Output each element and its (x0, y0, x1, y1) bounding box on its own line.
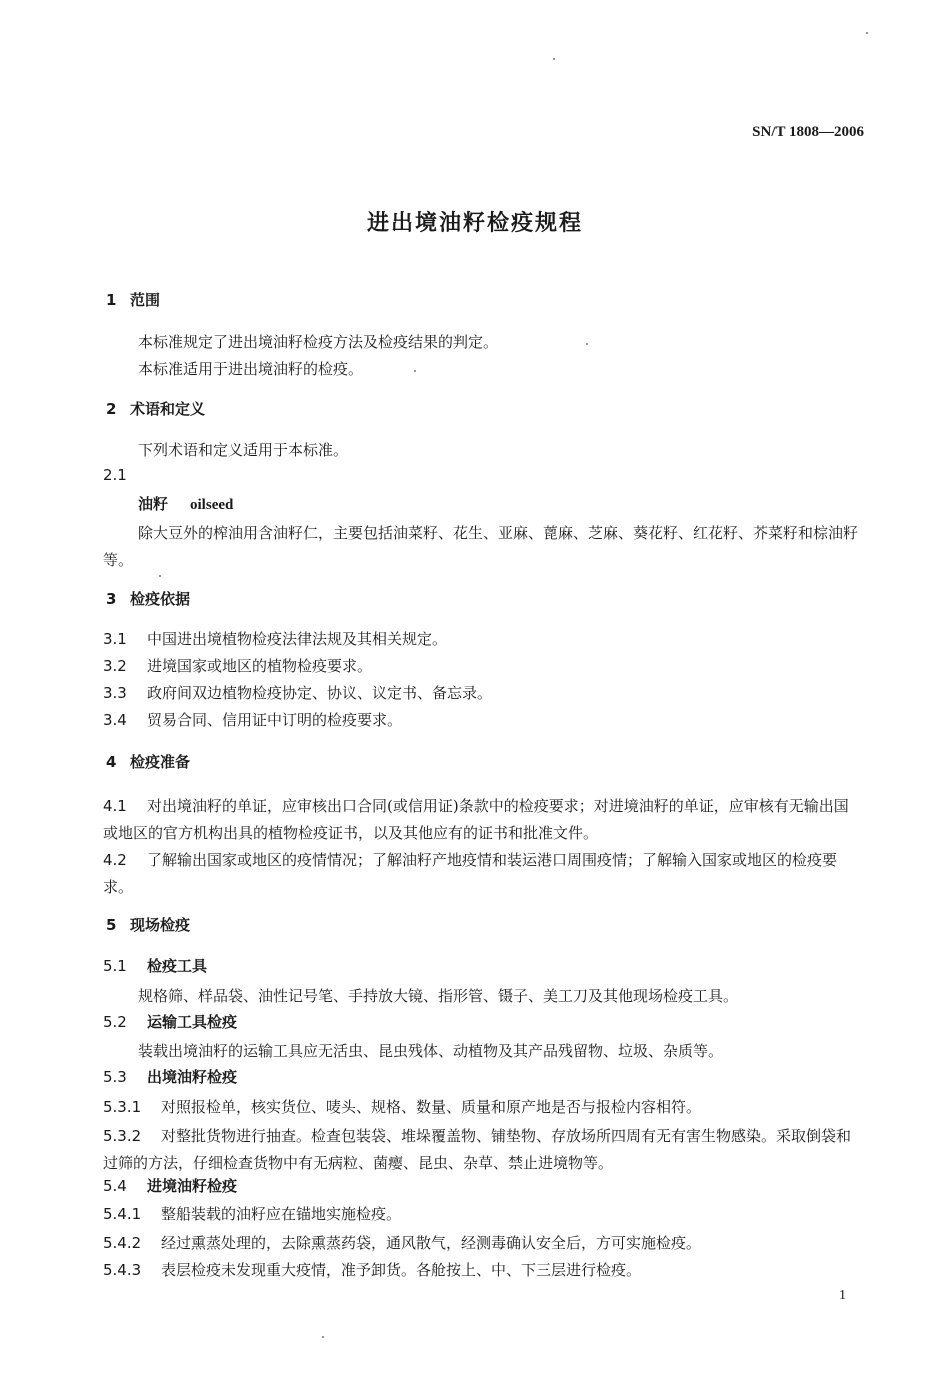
subsection-title: 检疫工具 (147, 957, 208, 975)
clause-number: 5.4.2 (103, 1234, 142, 1252)
clause (103, 709, 402, 730)
section-4-heading (106, 751, 190, 772)
subsection-heading (103, 1175, 237, 1196)
clause-number: 5.4.3 (103, 1261, 142, 1279)
section-number: 5 (106, 916, 117, 934)
clause-text: 表层检疫未发现重大疫情，准予卸货。各舱按上、中、下三层进行检疫。 (161, 1261, 642, 1279)
clause-number: 3.1 (103, 630, 127, 648)
paragraph: 下列术语和定义适用于本标准。 (138, 441, 349, 459)
clause-text: 进境国家或地区的植物检疫要求。 (147, 657, 373, 675)
page-number: 1 (839, 1288, 846, 1303)
subsection-title: 出境油籽检疫 (147, 1068, 238, 1086)
section-2-heading (106, 398, 205, 419)
section-number: 1 (106, 291, 117, 309)
clause-number: 5.3.1 (103, 1098, 142, 1116)
clause-text: 对出境油籽的单证，应审核出口合同(或信用证)条款中的检疫要求；对进境油籽的单证，应审核有无输出国或地区的官方机构出具的植物检疫证书，以及其他应有的证书和批准文件。 (103, 797, 849, 842)
clause-text: 中国进出境植物检疫法律法规及其相关规定。 (147, 630, 448, 648)
clause (103, 1259, 641, 1280)
clause-number: 4.1 (103, 797, 127, 815)
scan-speck (553, 58, 555, 60)
clause (103, 655, 372, 676)
term-chinese: 油籽 (138, 495, 169, 513)
clause-number: 5.3.2 (103, 1127, 142, 1145)
section-title: 术语和定义 (130, 400, 206, 418)
section-3-heading (106, 588, 190, 609)
term-english: oilseed (190, 497, 234, 513)
clause-number: 3.2 (103, 657, 127, 675)
subsection-heading (103, 1066, 237, 1087)
paragraph: 规格筛、样品袋、油性记号笔、手持放大镜、指形管、镊子、美工刀及其他现场检疫工具。 (138, 987, 739, 1005)
clause (103, 793, 863, 847)
clause-text: 了解输出国家或地区的疫情情况；了解油籽产地疫情和装运港口周围疫情；了解输入国家或地区的检疫要求。 (103, 851, 838, 896)
section-number: 4 (106, 753, 117, 771)
subsection-heading (103, 955, 207, 976)
section-title: 检疫依据 (130, 590, 191, 608)
document-title: 进出境油籽检疫规程 (366, 211, 583, 236)
clause-text: 贸易合同、信用证中订明的检疫要求。 (147, 711, 403, 729)
clause-text: 整船装载的油籽应在锚地实施检疫。 (161, 1205, 402, 1223)
scan-speck (159, 575, 161, 577)
clause (103, 847, 863, 901)
clause-text: 政府间双边植物检疫协定、协议、议定书、备忘录。 (147, 684, 493, 702)
clause-number: 2.1 (103, 466, 127, 484)
clause (103, 1232, 701, 1253)
paragraph: 本标准适用于进出境油籽的检疫。 (138, 360, 364, 378)
paragraph: 装载出境油籽的运输工具应无活虫、昆虫残体、动植物及其产品残留物、垃圾、杂质等。 (138, 1042, 724, 1060)
clause-number: 5.3 (103, 1068, 127, 1086)
clause-text: 经过熏蒸处理的，去除熏蒸药袋，通风散气，经测毒确认安全后，方可实施检疫。 (161, 1234, 702, 1252)
clause (103, 1096, 701, 1117)
standard-code: SN/T 1808—2006 (752, 124, 864, 140)
paragraph: 本标准规定了进出境油籽检疫方法及检疫结果的判定。 (138, 333, 499, 351)
clause-text: 对照报检单，核实货位、唛头、规格、数量、质量和原产地是否与报检内容相符。 (161, 1098, 702, 1116)
clause-number: 3.4 (103, 711, 127, 729)
scan-speck (414, 370, 416, 372)
subsection-title: 运输工具检疫 (147, 1013, 238, 1031)
clause (103, 1203, 401, 1224)
section-number: 3 (106, 590, 117, 608)
section-title: 检疫准备 (130, 753, 191, 771)
scan-speck (866, 32, 868, 34)
clause-number: 4.2 (103, 851, 127, 869)
term-definition: 除大豆外的榨油用含油籽仁，主要包括油菜籽、花生、亚麻、蓖麻、芝麻、葵花籽、红花籽、芥菜籽和棕油籽等。 (103, 524, 859, 569)
section-title: 现场检疫 (130, 916, 191, 934)
subsection-heading (103, 1011, 237, 1032)
section-title: 范围 (130, 291, 161, 309)
clause-number: 5.4.1 (103, 1205, 142, 1223)
clause (103, 682, 492, 703)
clause (103, 628, 447, 649)
clause-number: 5.2 (103, 1013, 127, 1031)
clause-text: 对整批货物进行抽查。检查包装袋、堆垛覆盖物、铺垫物、存放场所四周有无有害生物感染。采取倒袋和过筛的方法，仔细检查货物中有无病粒、菌瘿、昆虫、杂草、禁止进境物等。 (103, 1127, 852, 1172)
clause-number: 5.4 (103, 1177, 127, 1195)
scan-speck (586, 343, 588, 345)
term-entry (138, 493, 233, 514)
clause (103, 1123, 863, 1177)
section-1-heading (106, 289, 160, 310)
subsection-title: 进境油籽检疫 (147, 1177, 238, 1195)
clause-number: 3.3 (103, 684, 127, 702)
section-5-heading (106, 914, 190, 935)
scan-speck (322, 1336, 324, 1338)
section-number: 2 (106, 400, 117, 418)
clause-number: 5.1 (103, 957, 127, 975)
